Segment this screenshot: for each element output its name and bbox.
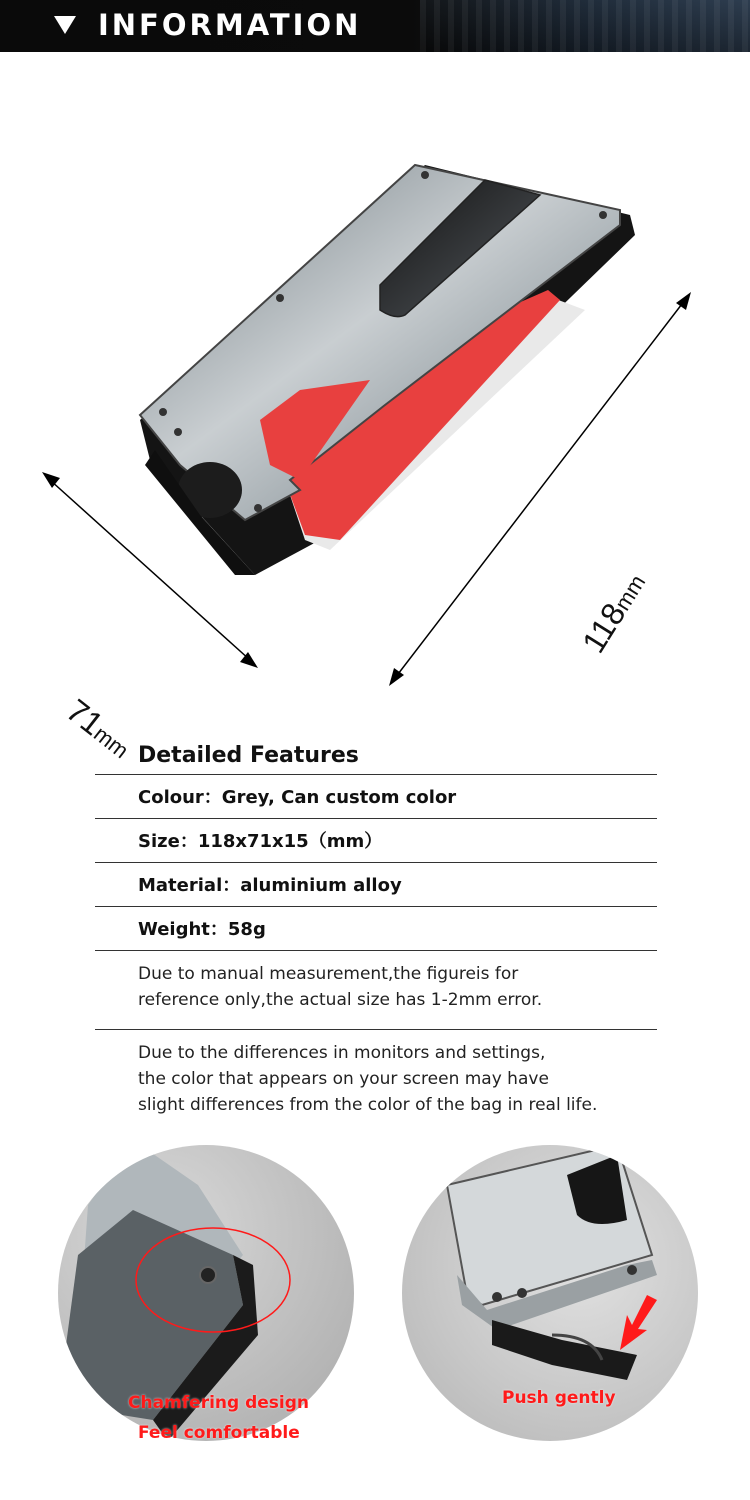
feature-row-weight: Weight：58g [138, 919, 266, 940]
page-title: INFORMATION [98, 8, 362, 42]
chamfer-caption: Chamfering design [128, 1393, 310, 1413]
banner-city-background [420, 0, 750, 52]
push-arrow-icon [620, 1295, 657, 1350]
color-note: Due to the differences in monitors and settings, the color that appears on your screen may have slight differences from the color of the bag in real life. [138, 1043, 598, 1115]
push-caption: Push gently [502, 1388, 616, 1408]
down-triangle-icon [54, 16, 76, 34]
features-heading: Detailed Features [138, 743, 359, 768]
feature-row-material: Material：aluminium alloy [138, 875, 402, 896]
features-table [95, 738, 657, 1118]
wallet-image [0, 120, 750, 720]
header-banner [0, 0, 750, 52]
measurement-note: Due to manual measurement,the figureis for reference only,the actual size has 1-2mm error. [138, 964, 543, 1010]
feature-row-colour: Colour：Grey, Can custom color [138, 787, 457, 808]
width-dimension-label: 71mm [59, 692, 134, 764]
length-dimension-label: 118mm [575, 570, 651, 660]
feature-row-size: Size：118x71x15（mm） [138, 831, 383, 852]
comfort-caption: Feel comfortable [138, 1423, 300, 1443]
